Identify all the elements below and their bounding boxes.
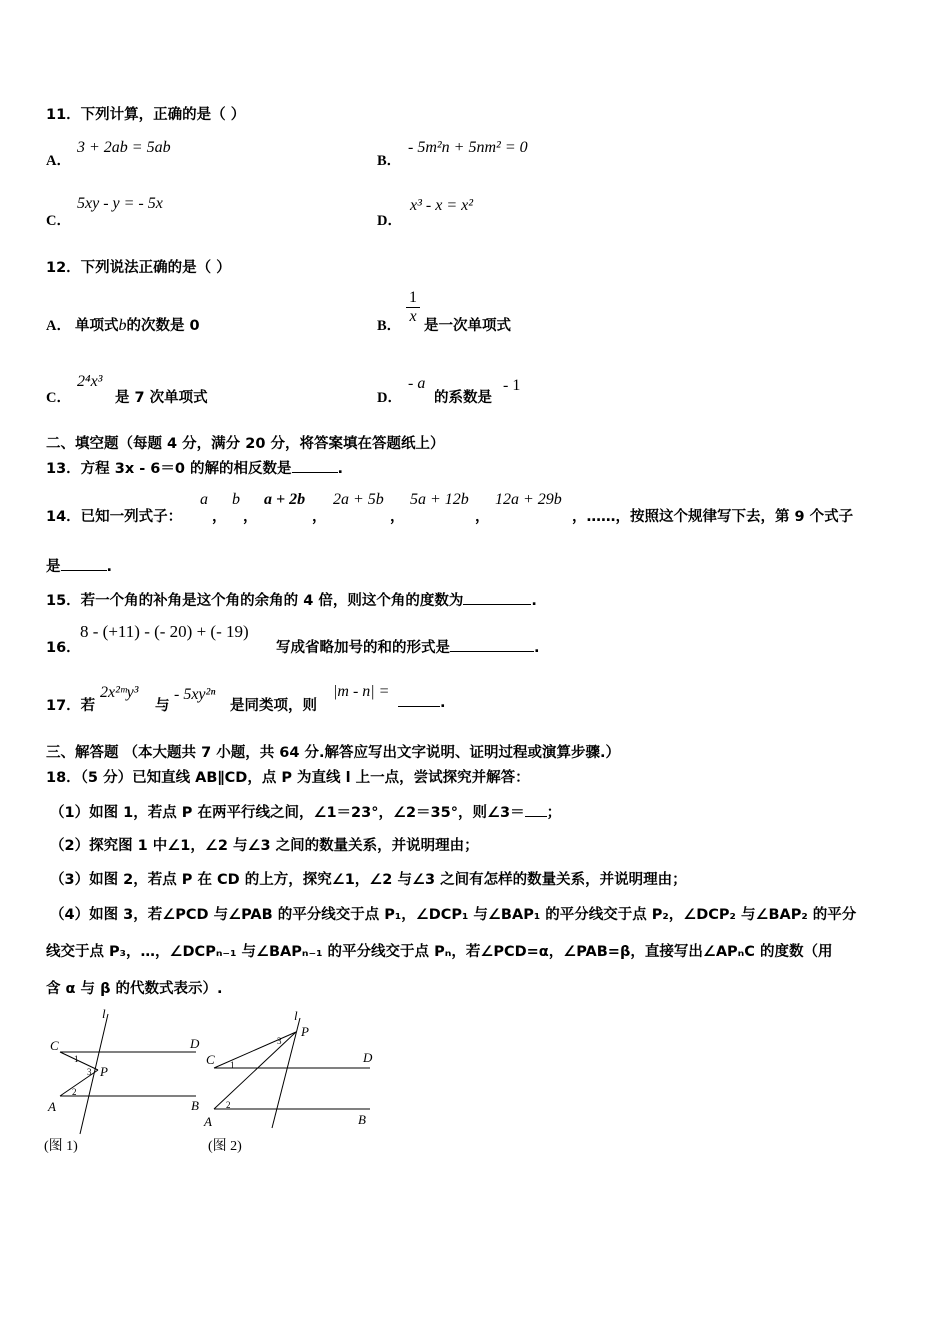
q17-expr2: - 5xy²ⁿ xyxy=(174,686,216,703)
q12-option-b-label: B． xyxy=(377,318,402,334)
q14-line2-text: 是 xyxy=(46,559,61,575)
q16-text: 写成省略加号的和的形式是 xyxy=(276,640,450,656)
fig1-segment-cp xyxy=(60,1052,98,1070)
q18-part1-blank[interactable] xyxy=(525,804,547,817)
q13 xyxy=(46,457,343,478)
q18-part3: （3）如图 2，若点 P 在 CD 的上方，探究∠1，∠2 与∠3 之间有怎样的数量关系，并说明理由； xyxy=(50,872,687,888)
q12-option-c-expr: 2⁴x³ xyxy=(77,373,103,390)
fig2-label-d: D xyxy=(363,1050,373,1065)
q11-option-a-expr: 3 + 2ab = 5ab xyxy=(77,139,171,156)
q14-term-6: 12a + 29b xyxy=(495,491,562,508)
fig1-label-a: A xyxy=(48,1099,56,1114)
fig2-line-l xyxy=(272,1018,300,1128)
fig2-label-a: A xyxy=(204,1114,212,1129)
q18-part1-text: （1）如图 1，若点 P 在两平行线之间，∠1＝23°，∠2＝35°，则∠3＝ xyxy=(50,805,525,821)
q16-answer-blank[interactable] xyxy=(450,639,534,652)
q14-comma-5: ， xyxy=(475,509,490,525)
figure-2 xyxy=(200,1004,390,1164)
q18-stem: 18．（5 分）已知直线 AB∥CD，点 P 为直线 l 上一点，尝试探究并解答： xyxy=(46,770,530,786)
q11-option-c-label: C． xyxy=(46,213,71,229)
q12-option-d-expr: - a xyxy=(408,375,426,392)
q12-option-d-text: 的系数是 xyxy=(434,390,492,406)
fig2-angle-2: 2 xyxy=(226,1100,231,1110)
q17-tail xyxy=(398,694,446,711)
q15 xyxy=(46,589,537,610)
fig2-segment-cp xyxy=(214,1032,296,1068)
q14-answer-blank[interactable] xyxy=(61,558,107,571)
q16-number: 16． xyxy=(46,640,81,656)
q18-part1-end: ； xyxy=(546,805,562,821)
q17-expr3: |m - n| = xyxy=(333,683,390,700)
q11-stem: 11．下列计算，正确的是（ ） xyxy=(46,107,246,123)
fig1-label-b: B xyxy=(191,1098,199,1113)
section-3-title: 三、解答题 （本大题共 7 小题，共 64 分.解答应写出文字说明、证明过程或演算步骤.） xyxy=(46,745,621,761)
q18-part4-line3: 含 α 与 β 的代数式表示）. xyxy=(46,981,223,997)
fig1-angle-3: 3 xyxy=(87,1067,92,1077)
q13-text: 13．方程 3x - 6＝0 的解的相反数是 xyxy=(46,461,292,477)
q18-part2: （2）探究图 1 中∠1，∠2 与∠3 之间的数量关系，并说明理由； xyxy=(50,838,479,854)
figure-1 xyxy=(40,1004,220,1164)
q12-stem: 12．下列说法正确的是（ ） xyxy=(46,260,231,276)
fig1-label-d: D xyxy=(190,1036,200,1051)
q12-option-d-value: - 1 xyxy=(503,377,521,394)
q17-answer-blank[interactable] xyxy=(398,694,440,707)
q12-a-var: b xyxy=(118,317,127,334)
fig2-angle-3: 3 xyxy=(277,1036,282,1046)
q14-comma-4: ， xyxy=(390,509,405,525)
q16-end: . xyxy=(534,640,540,656)
q14-comma-3: ， xyxy=(312,509,327,525)
fig2-label-p: P xyxy=(301,1024,309,1039)
q14-end: . xyxy=(106,559,113,575)
q18-part4-line2: 线交于点 P₃，…，∠DCPₙ₋₁ 与∠BAPₙ₋₁ 的平分线交于点 Pₙ，若∠PCD=α，∠PAB=β，直接写出∠APₙC 的度数（用 xyxy=(46,944,833,960)
fig1-label-c: C xyxy=(50,1038,59,1053)
q12-b-denominator: x xyxy=(406,307,420,326)
q12-b-fraction xyxy=(406,289,420,326)
q13-answer-blank[interactable] xyxy=(292,460,338,473)
q12-a-post: 的次数是 0 xyxy=(126,318,200,334)
q17-text: 是同类项，则 xyxy=(230,698,317,714)
q14-term-3: a + 2b xyxy=(264,491,306,508)
q12-option-d-label: D． xyxy=(377,390,402,406)
q17-mid: 与 xyxy=(155,698,170,714)
q12-b-numerator: 1 xyxy=(409,289,417,306)
q14-line2 xyxy=(46,555,112,576)
q14-term-1: a xyxy=(200,491,208,508)
q15-text: 15．若一个角的补角是这个角的余角的 4 倍，则这个角的度数为 xyxy=(46,593,464,609)
q15-end: . xyxy=(531,593,537,609)
q13-end: . xyxy=(337,461,344,477)
q12-option-a-label: A． xyxy=(46,318,71,334)
q12-option-b-text: 是一次单项式 xyxy=(424,318,511,334)
q11-option-b-label: B． xyxy=(377,153,402,169)
fig2-caption: (图 2) xyxy=(208,1139,242,1154)
section-2-title: 二、填空题（每题 4 分，满分 20 分，将答案填在答题纸上） xyxy=(46,436,445,452)
fig2-angle-1: 1 xyxy=(230,1060,235,1070)
fig1-label-p: P xyxy=(100,1064,108,1079)
q17-prefix: 17．若 xyxy=(46,698,96,714)
fig1-label-l: l xyxy=(102,1006,106,1021)
q14-comma-2: ， xyxy=(243,509,258,525)
fig2-label-l: l xyxy=(294,1008,298,1023)
q14-prefix: 14．已知一列式子： xyxy=(46,509,183,525)
fig2-label-c: C xyxy=(206,1052,215,1067)
q16-line xyxy=(276,636,540,657)
q12-option-a-text xyxy=(75,314,200,335)
q14-term-2: b xyxy=(232,491,240,508)
q14-suffix: ，……，按照这个规律写下去，第 9 个式子 xyxy=(572,509,854,525)
q14-comma-1: ， xyxy=(212,509,227,525)
q12-option-c-text: 是 7 次单项式 xyxy=(115,390,208,406)
q12-a-pre: 单项式 xyxy=(75,318,119,334)
fig2-label-b: B xyxy=(358,1112,366,1127)
q14-term-4: 2a + 5b xyxy=(333,491,384,508)
q12-option-c-label: C． xyxy=(46,390,71,406)
q11-option-a-label: A． xyxy=(46,153,71,169)
q17-end: . xyxy=(440,695,446,711)
q11-option-d-label: D． xyxy=(377,213,402,229)
fig1-angle-1: 1 xyxy=(74,1054,79,1064)
q17-expr1: 2x²ᵐy³ xyxy=(100,684,139,701)
q18-part1 xyxy=(50,801,561,822)
q11-option-b-expr: - 5m²n + 5nm² = 0 xyxy=(408,139,528,156)
q16-expr: 8 - (+11) - (- 20) + (- 19) xyxy=(80,622,249,641)
fig2-segment-pa xyxy=(214,1032,296,1109)
q11-option-d-expr: x³ - x = x² xyxy=(410,197,474,214)
q15-answer-blank[interactable] xyxy=(463,592,531,605)
fig1-caption: (图 1) xyxy=(44,1139,78,1154)
fig1-angle-2: 2 xyxy=(72,1087,77,1097)
q14-term-5: 5a + 12b xyxy=(410,491,469,508)
q18-part4-line1: （4）如图 3，若∠PCD 与∠PAB 的平分线交于点 P₁，∠DCP₁ 与∠BAP₁ 的平分线交于点 P₂，∠DCP₂ 与∠BAP₂ 的平分 xyxy=(50,907,857,923)
q11-option-c-expr: 5xy - y = - 5x xyxy=(77,195,163,212)
